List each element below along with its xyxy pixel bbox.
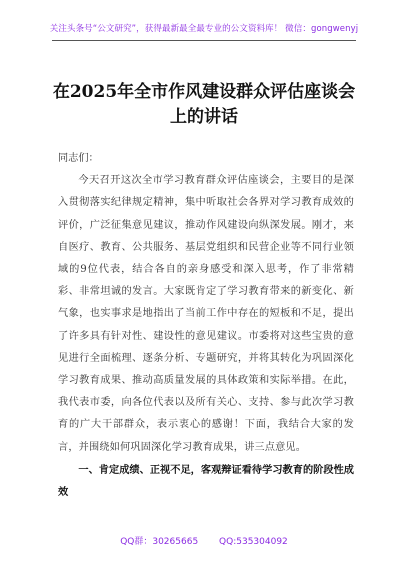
title-line-1: 在2025年全市作风建设群众评估座谈会	[52, 82, 356, 102]
header-divider	[52, 40, 356, 41]
section-heading: 一、肯定成绩、正视不足，客观辩证看待学习教育的阶段性成效	[58, 463, 354, 499]
header-notice: 关注头条号“公文研究”，获得最新最全最专业的公文资料库！ 微信：gongwenyj	[49, 24, 359, 34]
footer-qq-group: QQ群：30265665	[120, 537, 199, 547]
footer-qq-number: QQ:535304092	[219, 537, 288, 547]
document-body	[58, 148, 354, 503]
footer-contact	[0, 534, 408, 547]
body-paragraph: 今天召开这次全市学习教育群众评估座谈会，主要目的是深入贯彻落实纪律规定精神，集中听取社会各界对学习教育成效的评价，广泛征集意见建议，推动作风建设向纵深发展。刚才，来自医疗、教育、公共服务、基层党组织和民营企业等不同行业领域的9位代表，结合各自的亲身感受和深入思考，作了非常精彩、非常坦诚的发言。大家既肯定了学习教育带来的新变化、新气象，也实事求是地指出了当前工作中存在的短板和不足，提出了许多具有针对性、建设性的意见建议。市委将对这些宝贵的意见进行全面梳理、逐条分析、专题研究，并将其转化为巩固深化学习教育成果、推动高质量发展的具体政策和实际举措。在此，我代表市委，向各位代表以及所有关心、支持、参与此次学习教育的广大干部群众，表示衷心的感谢！下面，我结合大家的发言，并围绕如何巩固深化学习教育成果，讲三点意见。	[58, 175, 354, 453]
salutation: 同志们：	[58, 153, 99, 164]
title-line-2: 上的讲话	[170, 107, 238, 127]
document-title	[44, 80, 364, 130]
